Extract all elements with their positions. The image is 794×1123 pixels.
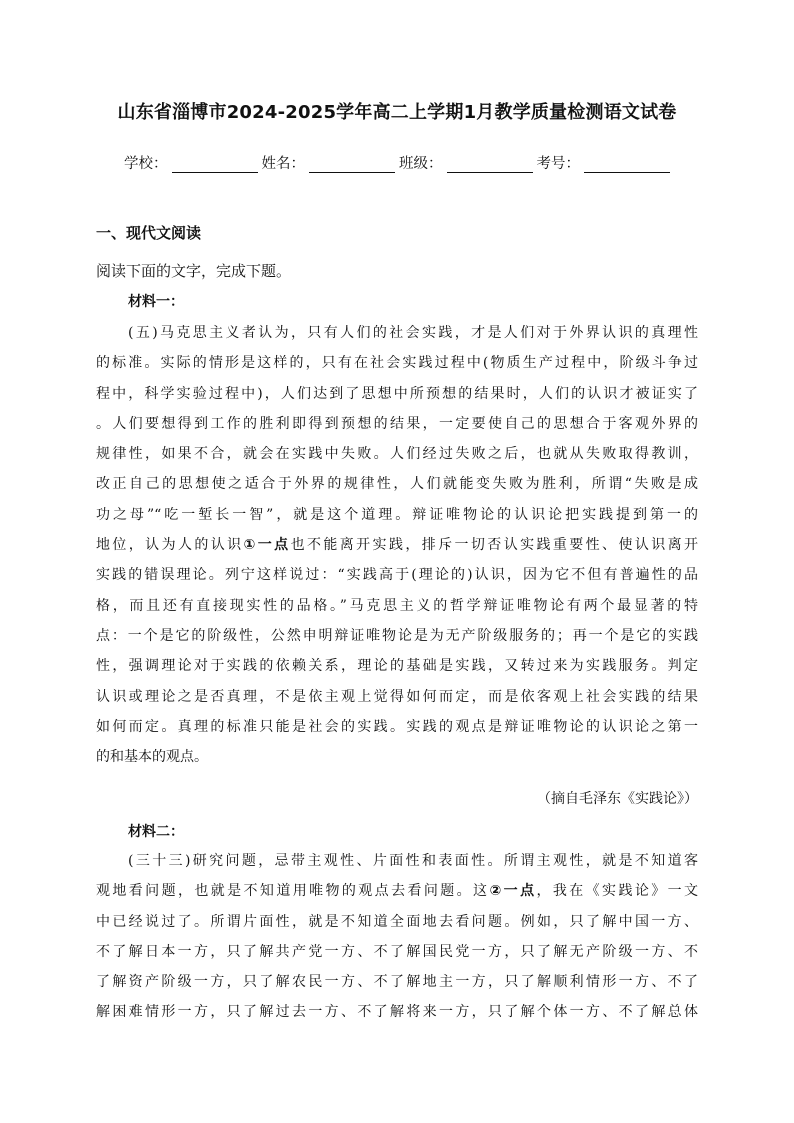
text-line: 不了解日本一方，只了解共产党一方、不了解国民党一方，只了解无产阶级一方、不	[96, 943, 698, 960]
material2-text	[96, 846, 698, 1058]
text-line: 点：一个是它的阶级性，公然申明辩证唯物论是为无产阶级服务的；再一个是它的实践	[96, 627, 698, 644]
text-line: 改正自己的思想使之适合于外界的规律性，人们就能变失败为胜利，所谓“失败是成	[96, 476, 698, 493]
exam-number-label: 考号：	[536, 156, 580, 172]
emphasis-mark-1: ①一点	[243, 537, 291, 554]
class-blank[interactable]	[447, 156, 533, 173]
text-line: 的标准。实际的情形是这样的，只有在社会实践过程中(物质生产过程中，阶级斗争过	[96, 355, 698, 372]
text-line: 性，强调理论对于实践的依赖关系，理论的基础是实践，又转过来为实践服务。判定	[96, 658, 698, 675]
text-fragment: 观地看问题，也就是不知道用唯物的观点去看问题。这	[96, 883, 490, 900]
material1-text	[96, 318, 698, 772]
material1-label: 材料一：	[128, 294, 184, 310]
text-line: 。人们要想得到工作的胜利即得到预想的结果，一定要使自己的思想合于客观外界的	[96, 415, 698, 432]
text-fragment: ，我在《实践论》一文	[536, 883, 699, 900]
text-line: 解困难情形一方，只了解过去一方、不了解将来一方，只了解个体一方、不了解总体	[96, 1004, 698, 1021]
emphasis-mark-2: ②一点	[489, 883, 537, 900]
text-line: 功之母”“吃一堑长一智”，就是这个道理。辩证唯物论的认识论把实践提到第一的	[96, 506, 698, 523]
text-line: (三十三)研究问题，忌带主观性、片面性和表面性。所谓主观性，就是不知道客	[128, 853, 698, 869]
text-line: 规律性，如果不合，就会在实践中失败。人们经过失败之后，也就从失败取得教训，	[96, 446, 698, 463]
exam-title: 山东省淄博市2024-2025学年高二上学期1月教学质量检测语文试卷	[117, 102, 677, 123]
text-line: 如何而定。真理的标准只能是社会的实践。实践的观点是辩证唯物论的认识论之第一	[96, 718, 698, 735]
text-line: 实践的错误理论。列宁这样说过：“实践高于(理论的)认识，因为它不但有普遍性的品	[96, 567, 698, 584]
text-line: 程中，科学实验过程中)，人们达到了思想中所预想的结果时，人们的认识才被证实了	[96, 385, 698, 402]
text-fragment: 地位，认为人的认识	[96, 537, 244, 554]
text-line: 中已经说过了。所谓片面性，就是不知道全面地去看问题。例如，只了解中国一方、	[96, 913, 698, 930]
text-line: (五)马克思主义者认为，只有人们的社会实践，才是人们对于外界认识的真理性	[128, 325, 698, 341]
text-line: 格，而且还有直接现实性的品格。”马克思主义的哲学辩证唯物论有两个最显著的特	[96, 597, 698, 614]
text-line	[96, 1028, 698, 1058]
text-fragment: 也不能离开实践，排斥一切否认实践重要性、使认识离开	[290, 537, 699, 554]
exam-number-blank[interactable]	[584, 156, 670, 173]
name-blank[interactable]	[309, 156, 395, 173]
material1-source: （摘自毛泽东《实践论》）	[537, 791, 698, 807]
school-blank[interactable]	[172, 156, 258, 173]
class-label: 班级：	[399, 156, 443, 172]
material2-label: 材料二：	[128, 824, 184, 840]
text-line-with-mark	[96, 876, 698, 906]
student-info-row	[124, 152, 684, 173]
text-line: 了解资产阶级一方，只了解农民一方、不了解地主一方，只了解顺利情形一方、不了	[96, 974, 698, 991]
section-heading: 一、现代文阅读	[96, 224, 202, 242]
text-line: 认识或理论之是否真理，不是依主观上觉得如何而定，而是依客观上社会实践的结果	[96, 688, 698, 705]
text-line-with-mark	[96, 530, 698, 560]
section-instruction: 阅读下面的文字，完成下题。	[96, 262, 292, 280]
text-line: 的和基本的观点。	[96, 749, 208, 766]
name-label: 姓名：	[261, 156, 305, 172]
school-label: 学校：	[124, 156, 168, 172]
